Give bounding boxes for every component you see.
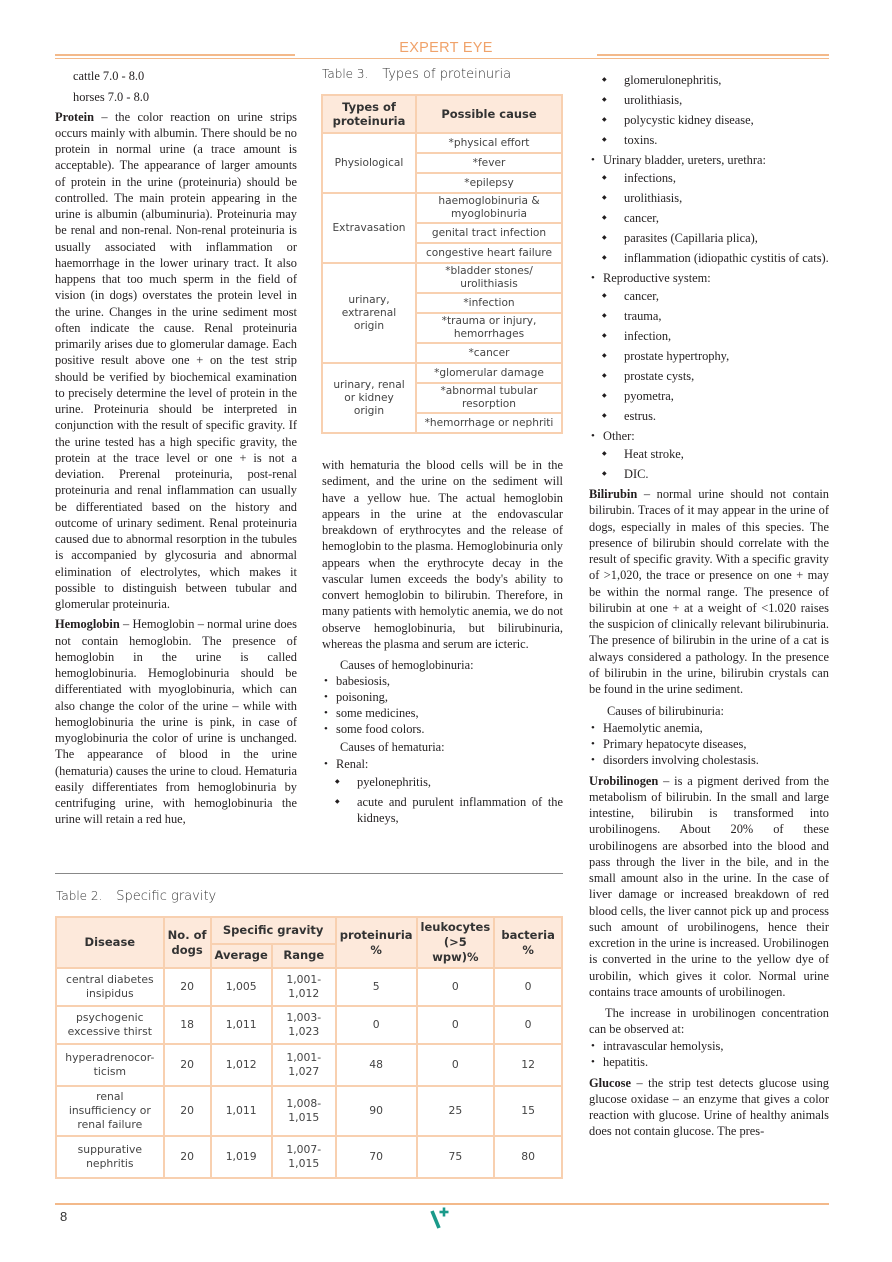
urobilinogen-paragraph: [589, 773, 829, 1001]
hematuria-paragraph: with hematuria the blood cells will be in the sediment, and the urine on the sediment will have a yellow hue. The actual hemoglobin appears in the urine at the endovascular breakdown of erythrocytes and the release of hemoglobin to the plasma. Hemoglobinuria only appears when the erythrocyte decay in the vascular lumen exceeds the body's ability to convert hemoglobin to bilirubin. Therefore, in many patients with hemolytic anemia, we do not observe hemoglobinuria, but bilirubinuria, whereas the plasma and serum are icteric.: [322, 458, 563, 651]
list-item: ◆ Heat stroke,: [589, 446, 829, 462]
table2-cell-avg: 1,011: [211, 1086, 272, 1136]
table3-cause-cell: *trauma or injury, hemorrhages: [416, 313, 562, 343]
table2-cell-disease: psychogenic excessive thirst: [56, 1006, 164, 1044]
table2-header-leukocytes: leukocytes (>5 wpw)%: [417, 917, 495, 968]
page-number: 8: [60, 1209, 68, 1224]
list-item: ◆ parasites (Capillaria plica),: [589, 230, 829, 246]
reproductive-label: Reproductive system:: [603, 271, 711, 285]
header-rule-right: [597, 54, 829, 56]
table2-cell-leuk: 75: [417, 1136, 495, 1178]
table2-cell-dogs: 20: [164, 1086, 211, 1136]
table2-header-specific-gravity: Specific gravity: [211, 917, 336, 944]
table3-type-cell: urinary, extrarenal origin: [322, 263, 416, 363]
urobilinogen-increase-list: [589, 1038, 829, 1070]
reproductive-causes-list: [589, 288, 829, 424]
table2-cell-disease: renal insufficiency or renal failure: [56, 1086, 164, 1136]
footer-rule: [55, 1203, 829, 1205]
urobilinogen-text: – is a pigment derived from the metabolism of bilirubin. In the small and large intestine, bilirubin is transformed into urobilinogens. About 20% of these urobilinogens are absorbed into the blood and pass through the liver in the bile, and in the small amount also in the urine. In the case of liver damage or increased breakdown of red blood cells, the liver cannot pick up and process such amount of urobilinogens, hence their excretion in the urine is increased. Urobilinogen is converted in the urine to the yellow dye of urobilin, which gives it color. Normal urine contains trace amounts of urobilinogen.: [589, 773, 829, 999]
table2-cell-avg: 1,019: [211, 1136, 272, 1178]
list-item: ◆ glomerulonephritis,: [589, 72, 829, 88]
hematuria-causes-heading: Causes of hematuria:: [340, 740, 445, 755]
other-causes-list: [589, 446, 829, 482]
table2-cell-dogs: 20: [164, 1044, 211, 1086]
table3-row: [322, 363, 562, 383]
list-item: ◆ urolithiasis,: [589, 190, 829, 206]
protein-term: Protein: [55, 109, 94, 124]
column-3: [589, 70, 829, 1140]
hemoglobin-paragraph: [55, 616, 297, 827]
table2-cell-avg: 1,005: [211, 968, 272, 1006]
list-item: ◆ pyometra,: [589, 388, 829, 404]
table2-header-disease: Disease: [56, 917, 164, 968]
column-divider: [55, 873, 563, 874]
table2-cell-prot: 0: [336, 1006, 417, 1044]
list-item: ◆ toxins.: [589, 132, 829, 148]
table3-row: [322, 263, 562, 293]
header-rule: [55, 58, 829, 59]
table3-cause-cell: genital tract infection: [416, 223, 562, 243]
table2-title: Specific gravity: [116, 889, 217, 904]
bladder-label: Urinary bladder, ureters, urethra:: [603, 153, 766, 167]
column-2: [322, 457, 563, 830]
list-item-reproductive: [589, 270, 829, 286]
protein-text: – the color reaction on urine strips occurs mainly with albumin. There should be no protein in normal urine (a trace amount is acceptable). The appearance of larger amounts of protein in the urine (proteinuria) should be controlled. The main protein appearing in the urine is albumin (albuminuria). Proteinuria may be renal and non-renal. Non-renal proteinuria is usually associated with inflammation or haemorrhage in the lower urinary tract. It also happens that too much sperm in the field of vision (in dogs) overstates the protein level in the urine. Changes in the urine sediment most often indicate the cause. Renal proteinuria primarily arises due to glomerular damage. Each positive result above one + on the test strip should be verified by biochemical examination to precisely determine the level of protein in the urine. Proteinuria should be interpreted in conjunction with the result of specific gravity. If the urine tested has a high specific gravity, the protein at the trace level or one + is not a deviation. Prerenal proteinuria, post-renal proteinuria and renal inflammation can usually be differentiated based on the history and outcome of urinary sediment. Renal proteinuria caused due to abnormal resorption in the tubules is accompanied by glycosuria and abnormal elimination of electrolytes, which makes it possible to distinguish between tubular and glomerular proteinuria.: [55, 109, 297, 611]
table3-cause-cell: *epilepsy: [416, 173, 562, 193]
table2-cell-bact: 15: [494, 1086, 562, 1136]
bilirubin-paragraph: [589, 486, 829, 697]
reproductive-group: [589, 270, 829, 286]
hemoglobin-text: – Hemoglobin – normal urine does not contain hemoglobin. The presence of hemoglobin in the urine is called hemoglobinuria. Hemoglobinuria should be differentiated with myoglobinuria, which can also change the color of the urine – while with hemoglobinuria the urine is pink, in case of myoglobinuria the color of urine is unchanged. The appearance of blood in the urine (hematuria) causes the urine to cloud. Hematuria easily differentiates from hemoglobinuria by centrifuging urine, with hemoglobinuria the urine will retain a red hue,: [55, 617, 297, 827]
table2-header-proteinuria: proteinuria %: [336, 917, 417, 968]
table2-cell-avg: 1,012: [211, 1044, 272, 1086]
table3-number: Table 3.: [322, 67, 369, 81]
table2-caption: [56, 888, 216, 904]
list-item: ◆ estrus.: [589, 408, 829, 424]
table3-cause-cell: *bladder stones/ urolithiasis: [416, 263, 562, 293]
table3-cause-cell: haemoglobinuria & myoglobinuria: [416, 193, 562, 223]
table2-cell-prot: 48: [336, 1044, 417, 1086]
table2-row: [56, 1136, 562, 1178]
table3-cause-cell: *infection: [416, 293, 562, 313]
list-item: • intravascular hemolysis,: [589, 1038, 829, 1054]
other-label: Other:: [603, 429, 635, 443]
list-item: ◆ trauma,: [589, 308, 829, 324]
list-item: • some food colors.: [322, 721, 563, 737]
list-item: ◆ polycystic kidney disease,: [589, 112, 829, 128]
list-item: • disorders involving cholestasis.: [589, 752, 829, 768]
renal-causes-list-cont: [589, 72, 829, 148]
glucose-term: Glucose: [589, 1075, 631, 1090]
table2-cell-range: 1,001-1,027: [272, 1044, 336, 1086]
table2-header-average: Average: [211, 944, 272, 968]
ph-line-cattle: cattle 7.0 - 8.0: [73, 69, 145, 83]
bilirubinuria-causes-heading: Causes of bilirubinuria:: [607, 704, 725, 719]
table2-cell-dogs: 20: [164, 968, 211, 1006]
table2-cell-bact: 0: [494, 1006, 562, 1044]
table2-cell-dogs: 18: [164, 1006, 211, 1044]
table2-cell-range: 1,007-1,015: [272, 1136, 336, 1178]
bilirubinuria-causes-list: [589, 720, 829, 768]
ph-line-horses: horses 7.0 - 8.0: [73, 90, 150, 105]
list-item: ◆ urolithiasis,: [589, 92, 829, 108]
table2-cell-bact: 80: [494, 1136, 562, 1178]
table2-cell-bact: 0: [494, 968, 562, 1006]
list-item: ◆ prostate cysts,: [589, 368, 829, 384]
table2-cell-prot: 70: [336, 1136, 417, 1178]
table2-cell-disease: hyperadrenocor-ticism: [56, 1044, 164, 1086]
table2: [55, 916, 563, 1179]
table3-wrapper: [321, 94, 563, 434]
list-item: ◆ cancer,: [589, 288, 829, 304]
hematuria-causes-list-cont: [589, 152, 829, 168]
table2-row: [56, 1044, 562, 1086]
header-rule-left: [55, 54, 295, 56]
table2-cell-leuk: 25: [417, 1086, 495, 1136]
glucose-paragraph: [589, 1075, 829, 1140]
hemoglobinuria-causes-list: [322, 673, 563, 737]
hemoglobin-term: Hemoglobin: [55, 617, 120, 632]
table2-row: [56, 1086, 562, 1136]
table3-title: Types of proteinuria: [382, 67, 512, 82]
list-item: ◆ inflammation (idiopathic cystitis of cats).: [589, 250, 829, 266]
renal-label: Renal:: [336, 756, 369, 771]
table2-header-dogs: No. of dogs: [164, 917, 211, 968]
table3-header-cause: Possible cause: [416, 95, 562, 133]
table2-header-bacteria: bacteria %: [494, 917, 562, 968]
table2-cell-range: 1,001-1,012: [272, 968, 336, 1006]
urobilinogen-term: Urobilinogen: [589, 773, 659, 788]
table3-type-cell: Extravasation: [322, 193, 416, 263]
table2-cell-disease: suppurative nephritis: [56, 1136, 164, 1178]
table2-header-range: Range: [272, 944, 336, 968]
table2-cell-leuk: 0: [417, 1006, 495, 1044]
table2-cell-dogs: 20: [164, 1136, 211, 1178]
table3-caption: [322, 66, 511, 82]
table3: [321, 94, 563, 434]
list-item: ◆ prostate hypertrophy,: [589, 348, 829, 364]
table3-cause-cell: *abnormal tubular resorption: [416, 383, 562, 413]
table2-row: [56, 968, 562, 1006]
table2-cell-range: 1,008-1,015: [272, 1086, 336, 1136]
hematuria-causes-list: [322, 756, 563, 772]
bladder-causes-list: [589, 170, 829, 266]
table3-cause-cell: *physical effort: [416, 133, 562, 153]
list-item: • hepatitis.: [589, 1054, 829, 1070]
other-group: [589, 428, 829, 444]
list-item: ◆ DIC.: [589, 466, 829, 482]
list-item: • Primary hepatocyte diseases,: [589, 736, 829, 752]
bilirubin-text: – normal urine should not contain bilirubin. Traces of it may appear in the urine of dogs, especially in males of this species. The presence of bilirubin should correlate with the result of specific gravity. With a specific gravity of >1,020, the trace or presence on one + may be within the normal range. The presence of bilirubin at one + at a weight of <1.020 raises the suspicion of clinically relevant bilirubinuria. The presence of bilirubin in the urine of a cat is always considered a pathology. In the presence of bilirubin in the urine, bilirubin crystals can be found in the urine sediment.: [589, 487, 829, 696]
list-item: ◆ infection,: [589, 328, 829, 344]
hemoglobinuria-causes-heading: Causes of hemoglobinuria:: [340, 658, 474, 672]
vetplus-logo-icon: [426, 1207, 456, 1231]
table2-cell-leuk: 0: [417, 968, 495, 1006]
urobilinogen-increase-text: The increase in urobilinogen concentration can be observed at:: [589, 1006, 829, 1037]
table3-row: [322, 133, 562, 153]
table2-cell-range: 1,003-1,023: [272, 1006, 336, 1044]
table2-cell-prot: 90: [336, 1086, 417, 1136]
table3-cause-cell: *glomerular damage: [416, 363, 562, 383]
list-item: ◆ pyelonephritis,: [322, 774, 563, 790]
list-item: ◆ cancer,: [589, 210, 829, 226]
table3-cause-cell: *fever: [416, 153, 562, 173]
table3-cause-cell: congestive heart failure: [416, 243, 562, 263]
table3-type-cell: urinary, renal or kidney origin: [322, 363, 416, 433]
table3-type-cell: Physiological: [322, 133, 416, 193]
list-item-other: [589, 428, 829, 444]
bilirubin-term: Bilirubin: [589, 487, 638, 501]
table2-cell-avg: 1,011: [211, 1006, 272, 1044]
table3-cause-cell: *cancer: [416, 343, 562, 363]
protein-paragraph: [55, 109, 297, 613]
column-1: [55, 68, 297, 828]
list-item: • babesiosis,: [322, 673, 563, 689]
section-title: EXPERT EYE: [399, 40, 493, 56]
table3-cause-cell: *hemorrhage or nephriti: [416, 413, 562, 433]
list-item: ◆ infections,: [589, 170, 829, 186]
list-item-bladder: [589, 152, 829, 168]
table2-cell-disease: central diabetes insipidus: [56, 968, 164, 1006]
table2-cell-bact: 12: [494, 1044, 562, 1086]
list-item: ◆ acute and purulent inflammation of the kidneys,: [322, 794, 563, 826]
table3-row: [322, 193, 562, 223]
list-item: • some medicines,: [322, 705, 563, 721]
renal-causes-list: [322, 774, 563, 826]
list-item-renal: [322, 756, 563, 772]
table2-cell-leuk: 0: [417, 1044, 495, 1086]
table2-wrapper: [55, 916, 563, 1179]
glucose-text: – the strip test detects glucose using glucose oxidase – an enzyme that gives a color reaction with glucose. Urine of healthy animals does not contain glucose. The pres-: [589, 1075, 829, 1139]
table2-row: [56, 1006, 562, 1044]
list-item: • poisoning,: [322, 689, 563, 705]
table2-cell-prot: 5: [336, 968, 417, 1006]
table2-number: Table 2.: [56, 889, 103, 903]
table3-header-type: Types of proteinuria: [322, 95, 416, 133]
list-item: • Haemolytic anemia,: [589, 720, 829, 736]
